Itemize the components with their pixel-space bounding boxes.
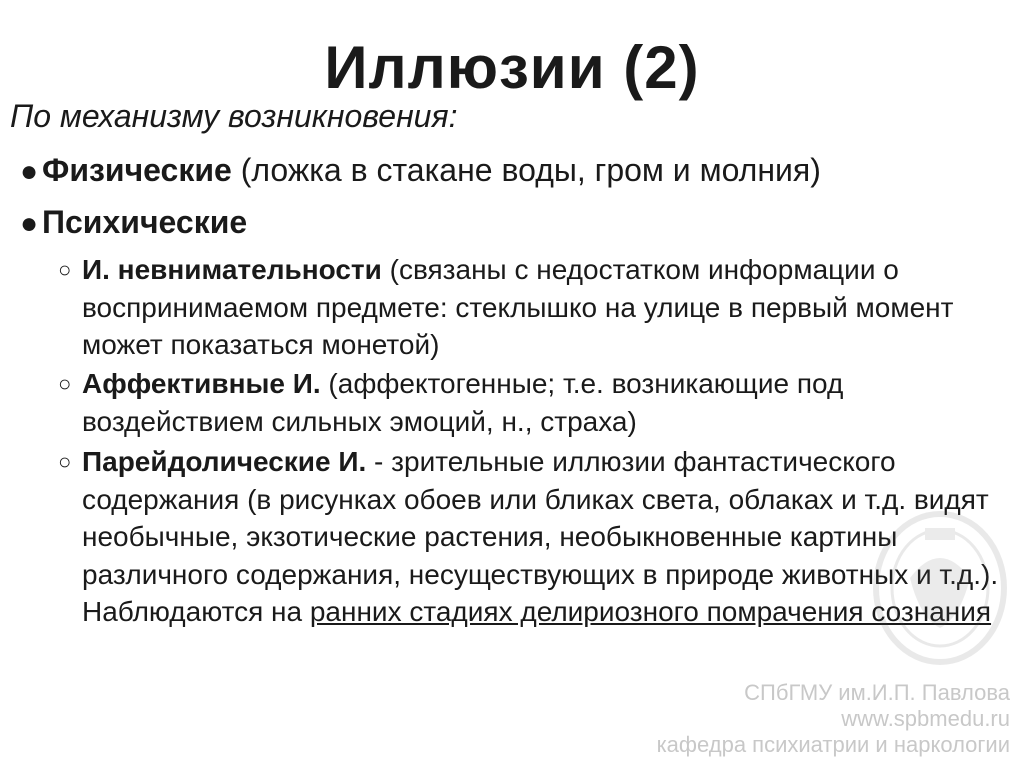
- item-bold: Физические: [42, 152, 232, 188]
- bullet-hollow-icon: ○: [58, 257, 72, 282]
- subitem-text: (связаны с недостатком информации о воспринимаемом предмете: стеклышко на улице в первый момент может показаться монетой): [82, 254, 954, 360]
- subheading: По механизму возникновения:: [10, 98, 458, 134]
- list-item-psychic: [20, 202, 247, 244]
- item-text: (ложка в стакане воды, гром и молния): [231, 152, 821, 188]
- bullet-hollow-icon: ○: [58, 449, 72, 474]
- item-bold: Психические: [42, 204, 248, 240]
- watermark-line: кафедра психиатрии и наркологии: [656, 732, 1010, 757]
- watermark-line: www.spbmedu.ru: [841, 706, 1010, 731]
- subitem-text: - зрительные иллюзии фантастического содержания (в рисунках обоев или бликах света, облаках и т.д. видят необычные, экзотические растения, необыкновенные картины различного содержания, несуществующих в природе животных и т.д.). Наблюдаются на: [82, 446, 999, 627]
- slide-title: Иллюзии (2): [324, 34, 700, 101]
- subitem-text: (аффектогенные; т.е. возникающие под воздействием сильных эмоций, н., страха): [82, 368, 844, 437]
- watermark-line: СПбГМУ им.И.П. Павлова: [744, 680, 1010, 705]
- subitem-pareidolic: [58, 443, 1008, 631]
- university-seal-icon: [870, 508, 1010, 668]
- subitem-bold: Парейдолические И.: [82, 446, 367, 477]
- subitem-bold: И. невнимательности: [82, 254, 382, 285]
- bullet-filled-icon: ●: [20, 155, 39, 188]
- subitem-bold: Аффективные И.: [82, 368, 321, 399]
- subitem-inattention: [58, 251, 1008, 364]
- underlined-text: ранних стадиях делириозного помрачения сознания: [309, 596, 992, 627]
- subitem-affective: [58, 365, 1008, 440]
- list-item-physical: [20, 150, 821, 192]
- bullet-hollow-icon: ○: [58, 371, 72, 396]
- bullet-filled-icon: ●: [20, 207, 39, 240]
